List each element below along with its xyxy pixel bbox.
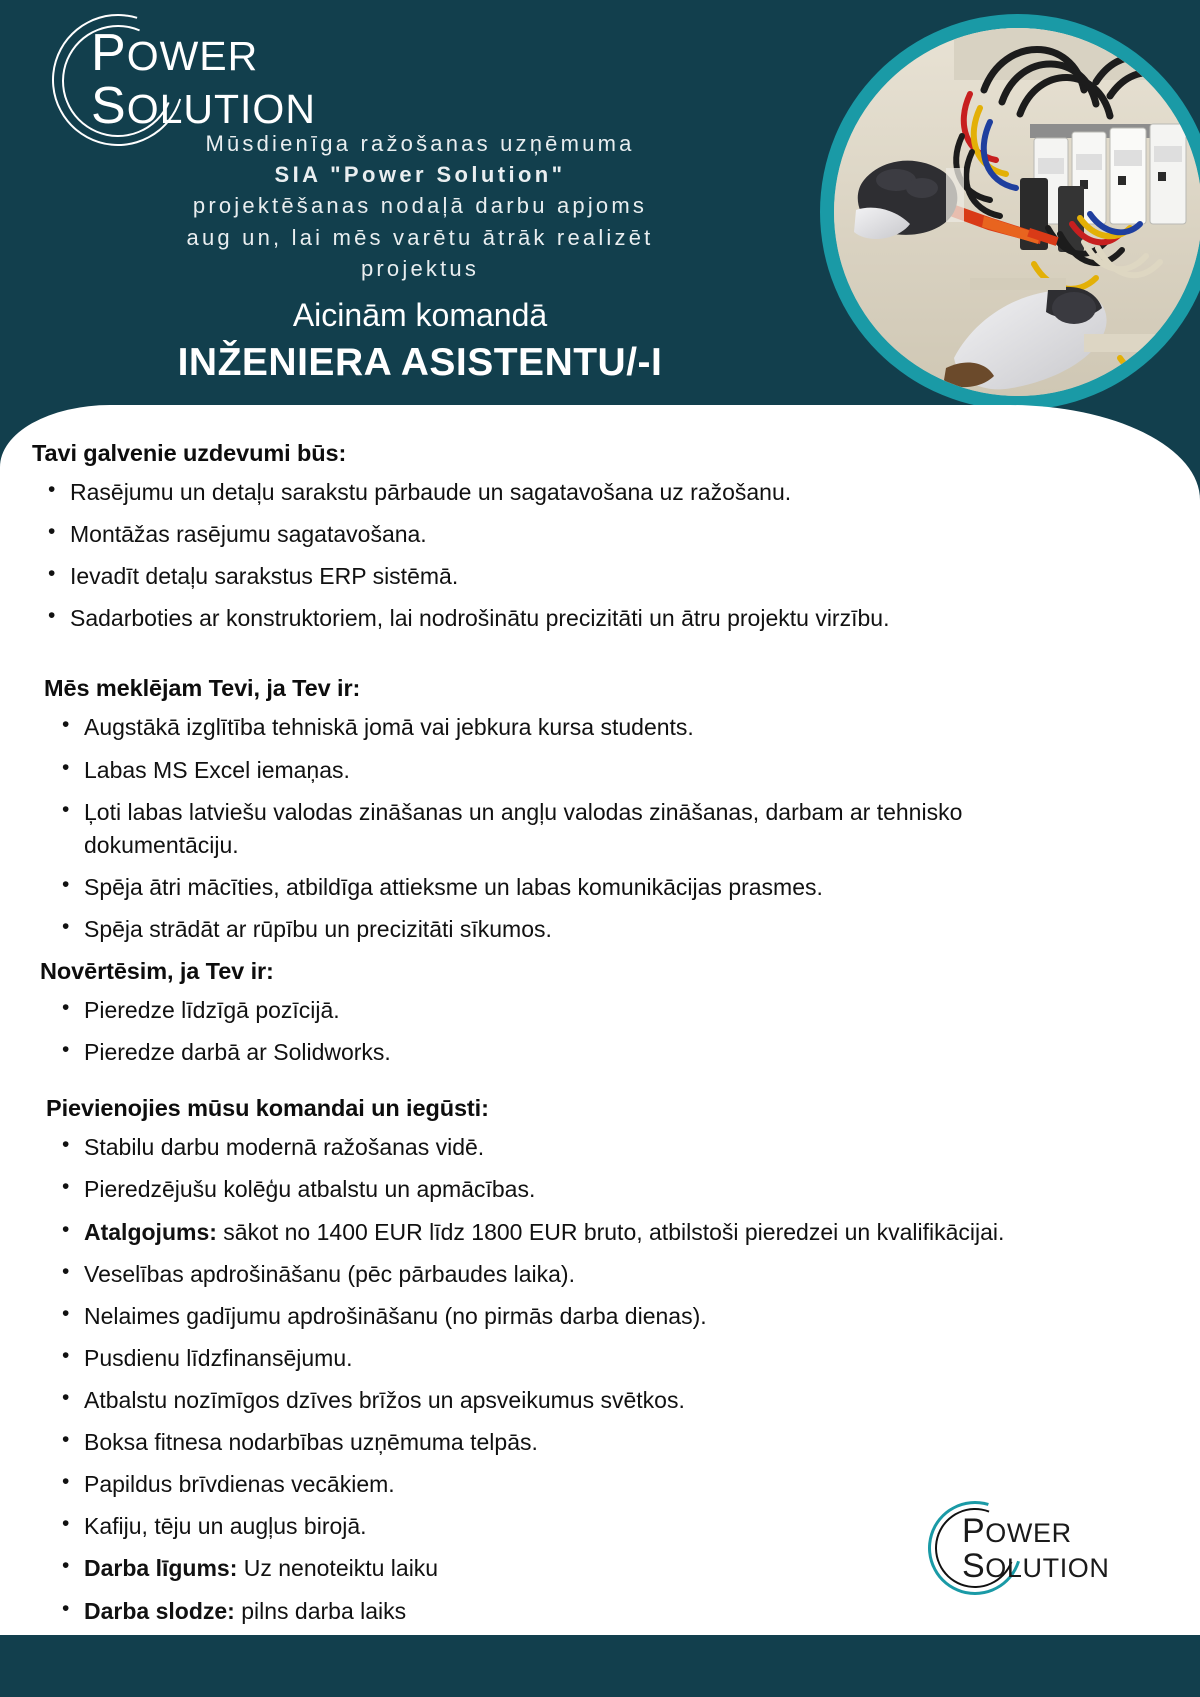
- company-logo-footer: [922, 1497, 1128, 1601]
- intro-line-5: projektus: [360, 255, 480, 281]
- list-item: • Spēja ātri mācīties, atbildīga attieksme un labas komunikācijas prasmes.: [58, 871, 1068, 904]
- footer-logo-solution-cap: S: [962, 1547, 986, 1585]
- list-item: • Augstākā izglītība tehniskā jomā vai jebkura kursa students.: [58, 711, 1068, 744]
- list-item: • Montāžas rasējumu sagatavošana.: [44, 518, 1094, 551]
- list-item: • Pieredzējušu kolēģu atbalstu un apmācības.: [58, 1173, 1068, 1206]
- list-item: • Sadarboties ar konstruktoriem, lai nodrošinātu precizitāti un ātru projektu virzību.: [44, 602, 1094, 635]
- spacer: [0, 635, 1200, 675]
- section-heading-requirements: Mēs meklējam Tevi, ja Tev ir:: [44, 675, 361, 702]
- list-item: • Nelaimes gadījumu apdrošināšanu (no pirmās darba dienas).: [58, 1300, 1068, 1333]
- list-item-contract: [58, 1552, 1068, 1585]
- electrician-photo: [834, 28, 1200, 396]
- section-heading-nice-to-have: Novērtēsim, ja Tev ir:: [40, 958, 274, 985]
- logo-power-rest: OWER: [126, 33, 259, 79]
- workload-label: Darba slodze:: [84, 1597, 235, 1624]
- poster-header: [0, 0, 1200, 470]
- list-item: • Ļoti labas latviešu valodas zināšanas un angļu valodas zināšanas, darbam ar tehnisko dokumentāciju.: [58, 796, 1068, 862]
- contract-label: Darba līgums:: [84, 1555, 238, 1582]
- list-item: • Atbalstu nozīmīgos dzīves brīžos un apsveikumus svētkos.: [58, 1384, 1068, 1417]
- footer-logo-power-rest: OWER: [985, 1518, 1072, 1548]
- header-text-block: [60, 128, 780, 385]
- workload-value: pilns darba laiks: [234, 1597, 407, 1624]
- list-item: • Boksa fitnesa nodarbības uzņēmuma telpās.: [58, 1426, 1068, 1459]
- intro-line-3: projektēšanas nodaļā darbu apjoms: [192, 193, 648, 219]
- list-item: • Pieredze līdzīgā pozīcijā.: [58, 994, 1068, 1027]
- poster-content: [0, 440, 1200, 1670]
- list-item: • Veselības apdrošināšanu (pēc pārbaudes laika).: [58, 1258, 1068, 1291]
- salary-value: sākot no 1400 EUR līdz 1800 EUR bruto, atbilstoši pieredzei un kvalifikācijai.: [216, 1218, 1005, 1245]
- list-item: • Stabilu darbu modernā ražošanas vidē.: [58, 1131, 1068, 1164]
- logo-wordmark: [91, 24, 316, 135]
- section-heading-tasks: Tavi galvenie uzdevumi būs:: [32, 440, 347, 466]
- benefits-list: [58, 1131, 1068, 1669]
- list-item: • Papildus brīvdienas vecākiem.: [58, 1468, 1068, 1501]
- list-item: • Rasējumu un detaļu sarakstu pārbaude un sagatavošana uz ražošanu.: [44, 476, 1094, 509]
- intro-line-company-name: SIA "Power Solution": [274, 162, 566, 188]
- job-title: INŽENIERA ASISTENTU/-I: [177, 341, 663, 385]
- footer-bar: [0, 1635, 1200, 1697]
- requirements-list: [58, 711, 1068, 946]
- list-item: • Ievadīt detaļu sarakstus ERP sistēmā.: [44, 560, 1094, 593]
- logo-power-cap: P: [91, 24, 127, 82]
- list-item: • Labas MS Excel iemaņas.: [58, 754, 1068, 787]
- contract-value: Uz nenoteiktu laiku: [237, 1555, 439, 1582]
- header-photo-ring: [820, 14, 1200, 410]
- spacer: [0, 1069, 1200, 1095]
- intro-line-4: aug un, lai mēs varētu ātrāk realizēt: [186, 224, 654, 250]
- company-logo-header: [28, 8, 316, 143]
- spacer: [0, 946, 1200, 958]
- intro-line-1: Mūsdienīga ražošanas uzņēmuma: [205, 131, 635, 156]
- salary-label: Atalgojums:: [84, 1218, 217, 1245]
- list-item: • Pieredze darbā ar Solidworks.: [58, 1036, 1068, 1069]
- tasks-list: [44, 476, 1094, 635]
- footer-logo-wordmark: [962, 1514, 1110, 1583]
- logo-solution-rest: OLUTION: [126, 85, 316, 132]
- footer-logo-solution-rest: OLUTION: [985, 1553, 1110, 1583]
- list-item-workload: [58, 1595, 1068, 1628]
- logo-solution-cap: S: [91, 76, 127, 135]
- footer-logo-power-cap: P: [962, 1512, 986, 1550]
- list-item: • Spēja strādāt ar rūpību un precizitāti sīkumos.: [58, 913, 1068, 946]
- invite-text: Aicinām komandā: [292, 297, 548, 334]
- section-heading-benefits: Pievienojies mūsu komandai un iegūsti:: [46, 1095, 489, 1122]
- list-item: • Kafiju, tēju un augļus birojā.: [58, 1510, 1068, 1543]
- nice-to-have-list: [58, 994, 1068, 1069]
- list-item-salary: [58, 1216, 1068, 1249]
- list-item: • Pusdienu līdzfinansējumu.: [58, 1342, 1068, 1375]
